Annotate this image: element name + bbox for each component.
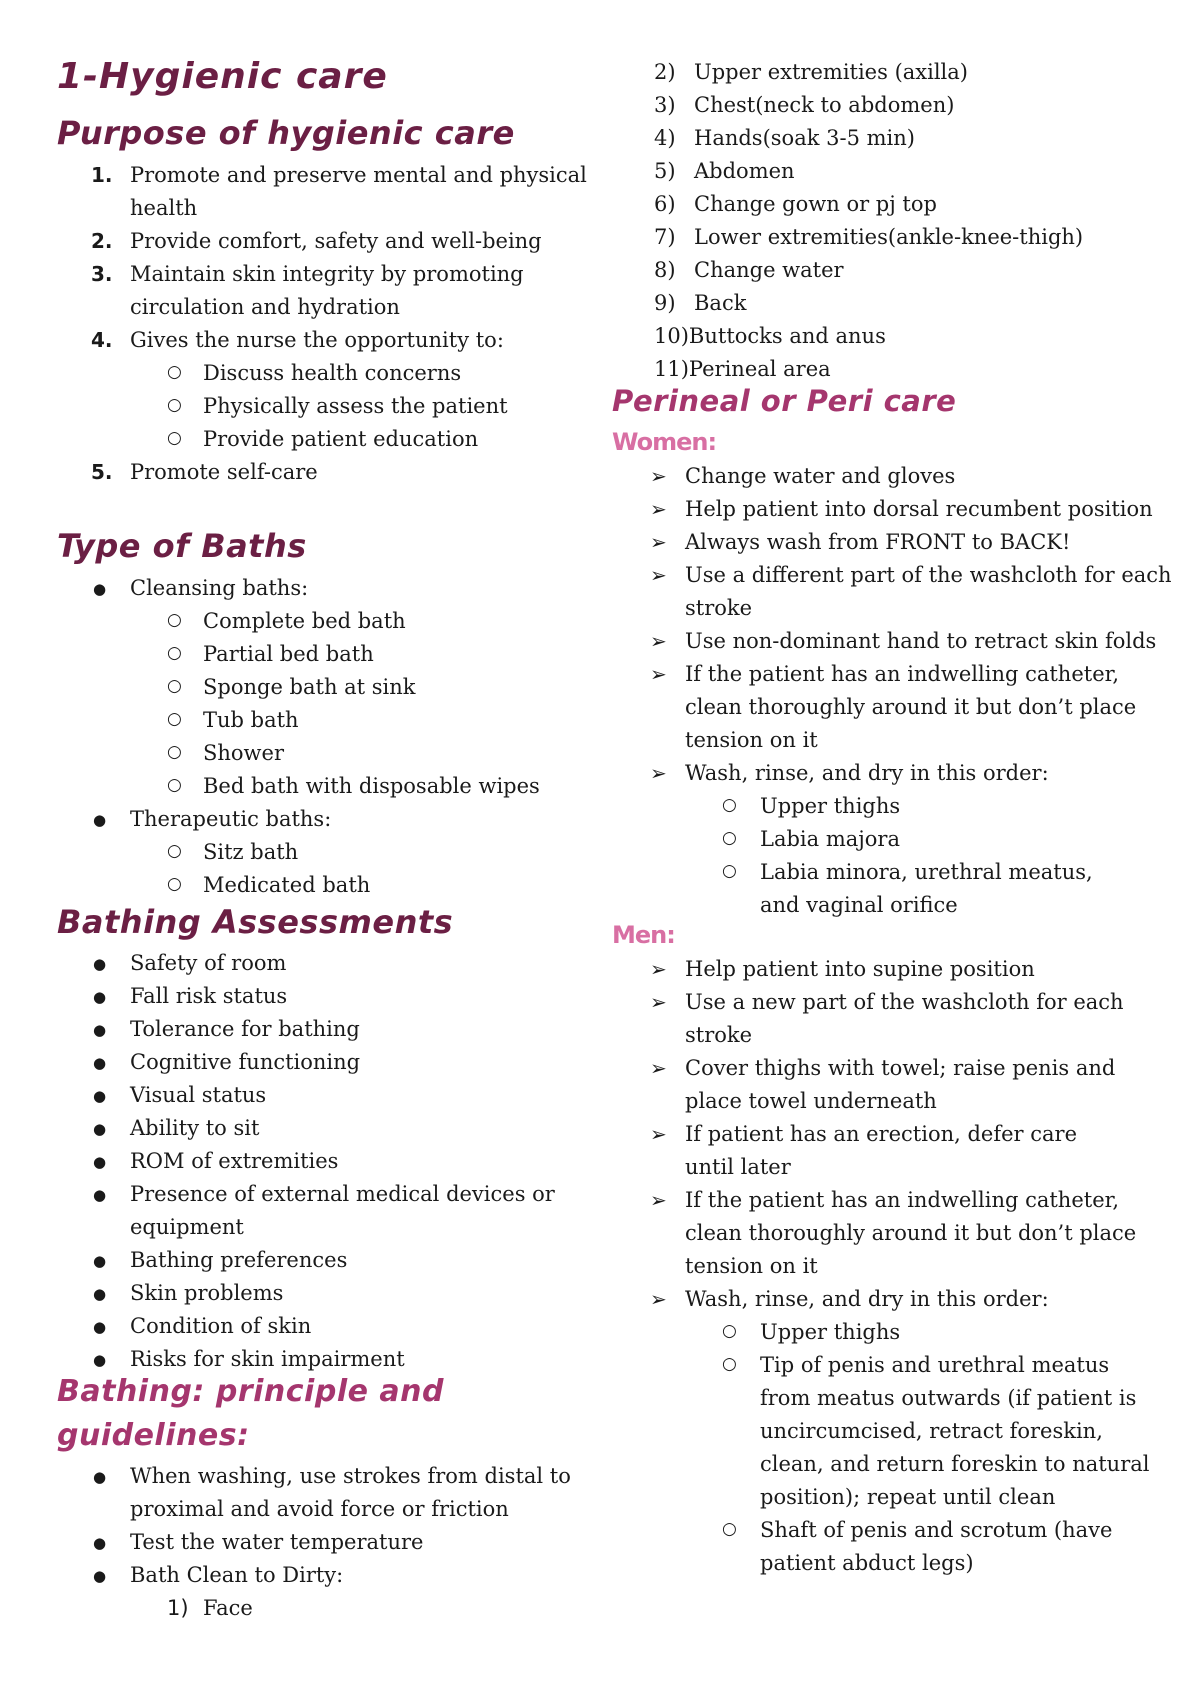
purpose-heading: Purpose of hygienic care (57, 114, 515, 152)
list-item: ○ Provide patient education (167, 427, 479, 451)
purpose-list (57, 159, 602, 489)
list-item: ○ Discuss health concerns (167, 361, 462, 385)
women-order-list (612, 790, 1172, 922)
list-item: ● When washing, use strokes from distal to proximal and avoid force or friction (93, 1464, 571, 1521)
baths-list (57, 572, 540, 902)
list-item: 9) Back (654, 291, 747, 315)
list-item: ➢ Use a new part of the washcloth for each stroke (650, 990, 1124, 1047)
list-item: ○ Upper thighs (722, 794, 901, 818)
list-item: 2. Provide comfort, safety and well-being (91, 229, 542, 253)
list-item: ➢ If patient has an erection, defer care until later (650, 1122, 1078, 1179)
list-item: 4) Hands(soak 3-5 min) (654, 126, 915, 150)
principles-heading: Bathing: principle and guidelines: (57, 1374, 444, 1453)
list-item: ● Therapeutic baths: (93, 807, 332, 831)
list-item: ➢ Help patient into supine position (650, 957, 1035, 981)
clean-to-dirty-list-start (57, 1592, 602, 1625)
list-item: 1. Promote and preserve mental and physical health (91, 163, 587, 220)
list-item: ➢ If the patient has an indwelling catheter, clean thoroughly around it but don’t place tension on it (650, 662, 1137, 752)
list-item: 11)Perineal area (654, 357, 831, 381)
list-item: ○ Shower (167, 741, 284, 765)
list-item: ○ Upper thighs (722, 1320, 901, 1344)
list-item: ● Risks for skin impairment (93, 1347, 405, 1371)
list-item: ● Visual status (93, 1083, 267, 1107)
list-item: ➢ Wash, rinse, and dry in this order: (650, 761, 1049, 785)
list-item: ➢ Change water and gloves (650, 464, 956, 488)
clean-to-dirty-list-continued (612, 56, 1083, 386)
list-item: ● Safety of room (93, 951, 287, 975)
list-item: ○ Medicated bath (167, 873, 371, 897)
sub-list-container (57, 836, 540, 902)
list-item: ○ Complete bed bath (167, 609, 406, 633)
list-item: ● Condition of skin (93, 1314, 312, 1338)
men-order-list (612, 1316, 1172, 1580)
list-item: ○ Partial bed bath (167, 642, 374, 666)
list-item: 5) Abdomen (654, 159, 795, 183)
list-item: ➢ Use non-dominant hand to retract skin folds (650, 629, 1157, 653)
assessments-heading: Bathing Assessments (57, 903, 454, 941)
men-list (612, 953, 1172, 1580)
list-item: 3. Maintain skin integrity by promoting circulation and hydration (91, 262, 524, 319)
list-item: ○ Sitz bath (167, 840, 299, 864)
list-item: ● Bathing preferences (93, 1248, 348, 1272)
list-item: ● ROM of extremities (93, 1149, 339, 1173)
sub-list-container (612, 1316, 1172, 1580)
list-item: ● Cleansing baths: (93, 576, 309, 600)
list-item: ○ Bed bath with disposable wipes (167, 774, 540, 798)
list-item: ● Presence of external medical devices or equipment (93, 1182, 555, 1239)
list-item: ○ Labia minora, urethral meatus, and vaginal orifice (722, 860, 1093, 917)
list-item: ➢ If the patient has an indwelling catheter, clean thoroughly around it but don’t place tension on it (650, 1188, 1137, 1278)
list-item: ○ Labia majora (722, 827, 900, 851)
sub-list-container (57, 1592, 602, 1625)
list-item: ● Fall risk status (93, 984, 288, 1008)
list-item: ● Bath Clean to Dirty: (93, 1563, 344, 1587)
list-item: ● Ability to sit (93, 1116, 260, 1140)
list-item: 7) Lower extremities(ankle-knee-thigh) (654, 225, 1084, 249)
sub-list-container (612, 790, 1172, 922)
baths-heading: Type of Baths (57, 527, 307, 565)
list-item: ● Test the water temperature (93, 1530, 424, 1554)
list-item: 4. Gives the nurse the opportunity to: (91, 328, 504, 352)
list-item: ○ Sponge bath at sink (167, 675, 416, 699)
list-item: ● Tolerance for bathing (93, 1017, 360, 1041)
purpose-sub-list (57, 357, 602, 456)
list-item: ○ Shaft of penis and scrotum (have patient abduct legs) (722, 1518, 1113, 1575)
list-item: ○ Tub bath (167, 708, 299, 732)
list-item: ➢ Always wash from FRONT to BACK! (650, 530, 1071, 554)
men-subheading: Men: (612, 921, 675, 949)
list-item: ● Skin problems (93, 1281, 284, 1305)
women-subheading: Women: (612, 428, 717, 456)
list-item: 2) Upper extremities (axilla) (654, 60, 968, 84)
therapeutic-sub-list (57, 836, 540, 902)
list-item: ➢ Wash, rinse, and dry in this order: (650, 1287, 1049, 1311)
list-item: 1) Face (167, 1596, 253, 1620)
list-item: 10)Buttocks and anus (654, 324, 886, 348)
list-item: 6) Change gown or pj top (654, 192, 937, 216)
list-item: ➢ Help patient into dorsal recumbent position (650, 497, 1153, 521)
principles-list (57, 1460, 602, 1625)
list-item: 3) Chest(neck to abdomen) (654, 93, 955, 117)
women-list (612, 460, 1172, 922)
list-item: ➢ Cover thighs with towel; raise penis and place towel underneath (650, 1056, 1116, 1113)
page-title: 1-Hygienic care (57, 56, 388, 97)
assessments-list (57, 947, 602, 1376)
list-item: 5. Promote self-care (91, 460, 318, 484)
list-item: ● Cognitive functioning (93, 1050, 361, 1074)
sub-list-container (57, 357, 602, 456)
list-item: 8) Change water (654, 258, 844, 282)
list-item: ➢ Use a different part of the washcloth for each stroke (650, 563, 1172, 620)
list-item: ○ Physically assess the patient (167, 394, 508, 418)
list-item: ○ Tip of penis and urethral meatus from meatus outwards (if patient is uncircumcised, retract foreskin, clean, and return foreskin to natural position); repeat until clean (722, 1353, 1150, 1509)
perineal-heading: Perineal or Peri care (612, 384, 957, 418)
sub-list-container (57, 605, 540, 803)
cleansing-sub-list (57, 605, 540, 803)
